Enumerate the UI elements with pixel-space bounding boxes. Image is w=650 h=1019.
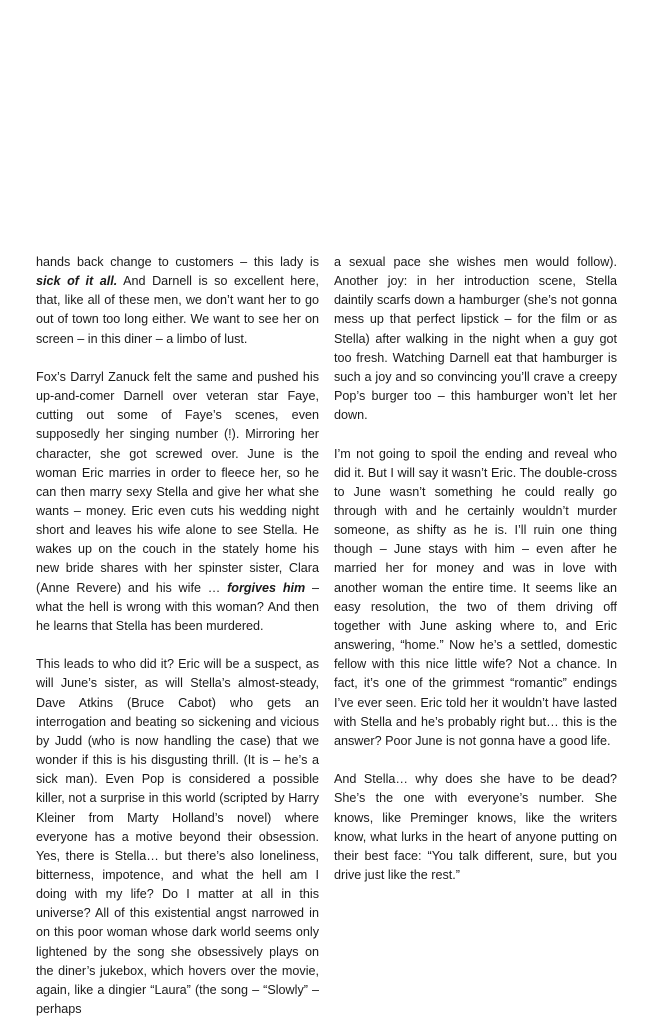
text-run: And Darnell is so excellent here, that, like all of these men, we don’t want her to go out of town too long either. We want to see her on screen – in this diner – a limbo of lust. [36,274,319,346]
text-run: – what the hell is wrong with this woman? And then he learns that Stella has been murdered. [36,580,319,633]
emphasis-text: forgives him [227,580,306,595]
paragraph: a sexual pace she wishes men would follow). Another joy: in her introduction scene, Stella daintily scarfs down a hamburger (she’s not gonna mess up that perfect lipstick – for the film or as Stella) after walking in the night when a guy got too fresh. Watching Darnell eat that hamburger is such a joy and so convincing you’ll crave a creepy Pop’s burger too – this hamburger won’t let her down. [334,255,617,423]
paragraph [36,253,319,349]
text-run: hands back change to customers – this lady is [36,255,319,269]
paragraph: This leads to who did it? Eric will be a suspect, as will June’s sister, as will Stella’s almost-steady, Dave Atkins (Bruce Cabot) who gets an interrogation and beating so sickening and vicious by Judd (who is now handling the case) that we wonder if this is his disgusting thrill. (It is – he’s a sick man). Even Pop is considered a possible killer, not a surprise in this world (scripted by Harry Kleiner from Marty Holland’s novel) where everyone has a motive beyond their obsession. Yes, there is Stella… but there’s also loneliness, bitterness, impotence, and what the hell am I doing with my life? Do I matter at all in this universe? All of this existential angst narrowed in on this poor woman whose dark world seems only lightened by the song she obsessively plays on the diner’s jukebox, which hovers over the movie, again, like a dingier “Laura” (the song – “Slowly” – perhaps [36,657,319,1017]
left-column [36,253,319,1019]
text-run: Fox’s Darryl Zanuck felt the same and pushed his up-and-comer Darnell over veteran star Faye, cutting out some of Faye’s scenes, even supposedly her singing number (!). Mirroring her character, she got screwed over. June is the woman Eric marries in order to fleece her, so he can then marry sexy Stella and give her what she wants – money. Eric even cuts his wedding night short and leaves his wife alone to see Stella. He wakes up on the couch in the stately home his new bride shares with her spinster sister, Clara (Anne Revere) and his wife … [36,369,319,595]
right-column [334,253,617,885]
emphasis-text: sick of it all. [36,274,118,289]
paragraph [36,368,319,636]
paragraph: I’m not going to spoil the ending and reveal who did it. But I will say it wasn’t Eric. The double-cross to June wasn’t something he could really go through with and he certainly wouldn’t murder someone, as shifty as he is. I’ll ruin one thing though – June stays with him – even after he married her for money and was in love with another woman the entire time. It seems like an easy resolution, the two of them driving off together with June asking where to, and Eric answering, “home.” Now he’s a settled, domestic fellow with this nice little wife? Not a chance. In fact, it’s one of the grimmest “romantic” endings I’ve ever seen. Eric told her it wouldn’t have lasted with Stella and he’s probably right but… this is the answer? Poor June is not gonna have a good life. [334,446,617,748]
paragraph: And Stella… why does she have to be dead? She’s the one with everyone’s number. She knows, like Preminger knows, like the writers know, what lurks in the heart of anyone putting on their best face: “You talk different, sure, but you drive just like the rest.” [334,772,617,882]
